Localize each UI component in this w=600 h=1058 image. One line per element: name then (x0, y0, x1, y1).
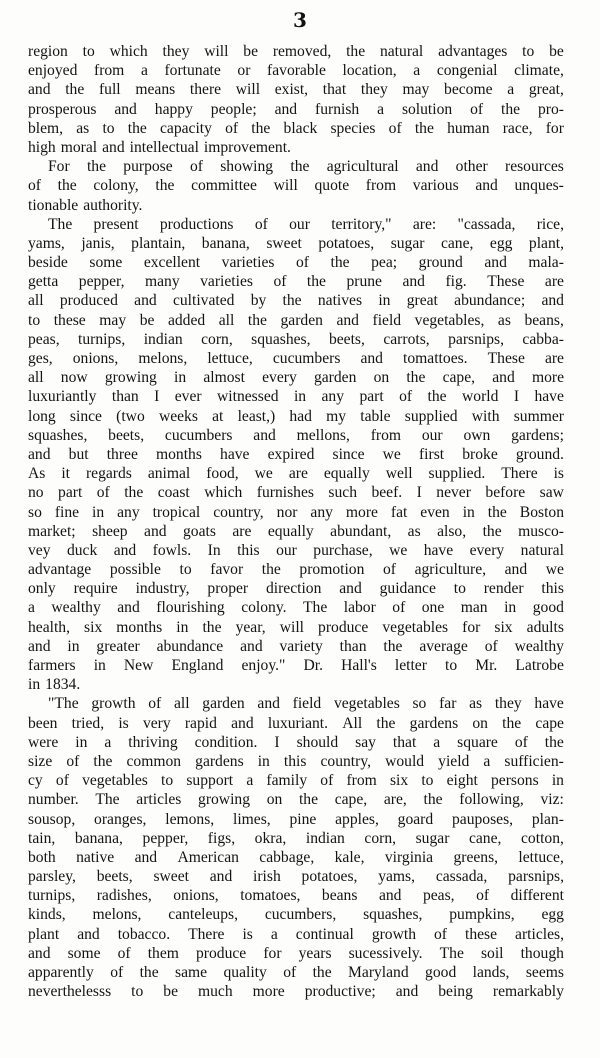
text-line: kinds, melons, canteleups, cucumbers, squashes, pumpkins, egg (28, 906, 564, 924)
text-line: in 1834. (28, 676, 81, 694)
text-line: to these may be added all the garden and field vegetables, as beans, (28, 311, 564, 329)
text-line: long since (two weeks at least,) had my table supplied with summer (28, 407, 564, 425)
text-line: all now growing in almost every garden on the cape, and more (28, 369, 564, 387)
text-line: vey duck and fowls. In this our purchase, we have every natural (28, 541, 564, 559)
page-number: 3 (293, 8, 307, 32)
text-line: "The growth of all garden and field vegetables so far as they have (48, 695, 564, 713)
text-line: prosperous and happy people; and furnish a solution of the pro- (28, 100, 564, 118)
text-line: tain, banana, pepper, figs, okra, indian corn, sugar cane, cotton, (28, 829, 564, 847)
text-line: health, six months in the year, will produce vegetables for six adults (28, 618, 564, 636)
text-line: and some of them produce for years sucessively. The soil though (28, 944, 564, 962)
text-line: both native and American cabbage, kale, virginia greens, lettuce, (28, 848, 564, 866)
text-line: been tried, is very rapid and luxuriant. All the gardens on the cape (28, 714, 564, 732)
text-line: so fine in any tropical country, nor any more fat even in the Boston (28, 503, 564, 521)
text-line: plant and tobacco. There is a continual growth of these articles, (28, 925, 564, 943)
text-line: turnips, radishes, onions, tomatoes, beans and peas, of different (28, 887, 564, 905)
text-line: all produced and cultivated by the natives in great abundance; and (28, 292, 564, 310)
text-line: and but three months have expired since we first broke ground. (28, 445, 564, 463)
text-line: ges, onions, melons, lettuce, cucumbers and tomattoes. These are (28, 350, 564, 367)
text-line: parsley, beets, sweet and irish potatoes, yams, cassada, parsnips, (28, 868, 564, 886)
text-line: apparently of the same quality of the Maryland good lands, seems (28, 964, 564, 981)
text-line: no part of the coast which furnishes such beef. I never before saw (28, 484, 564, 502)
text-line: The present productions of our territory," are: "cassada, rice, (48, 215, 564, 233)
text-line: only require industry, proper direction and guidance to render this (28, 580, 564, 598)
text-line: high moral and intellectual improvement. (28, 138, 291, 156)
text-line: blem, as to the capacity of the black species of the human race, for (28, 119, 564, 137)
text-line: of the colony, the committee will quote from various and unques- (28, 177, 564, 195)
text-line: tionable authority. (28, 196, 143, 214)
text-line: number. The articles growing on the cape, are, the following, viz: (28, 791, 564, 809)
text-line: size of the common gardens in this country, would yield a sufficien- (28, 752, 564, 770)
text-line: peas, turnips, indian corn, squashes, beets, carrots, parsnips, cabba- (28, 330, 564, 348)
text-line: For the purpose of showing the agricultural and other resources (48, 158, 564, 176)
text-line: farmers in New England enjoy." Dr. Hall's letter to Mr. Latrobe (28, 657, 564, 674)
text-line: and the full means there will exist, that they may become a great, (28, 81, 564, 99)
text-line: advantage possible to favor the promotion of agriculture, and we (28, 561, 564, 579)
text-line: enjoyed from a fortunate or favorable location, a congenial climate, (28, 62, 564, 80)
body-text (28, 42, 564, 1001)
text-line: squashes, beets, cucumbers and mellons, from our own gardens; (28, 426, 564, 444)
text-line: neverthelesss to be much more productive; and being remarkably (28, 983, 564, 1001)
text-line: were in a thriving condition. I should say that a square of the (28, 733, 564, 751)
text-line: luxuriantly than I ever witnessed in any part of the world I have (28, 388, 564, 406)
text-line: region to which they will be removed, the natural advantages to be (28, 43, 564, 60)
text-line: beside some excellent varieties of the pea; ground and mala- (28, 254, 564, 272)
text-line: market; sheep and goats are equally abundant, as also, the musco- (28, 522, 564, 540)
text-line: a wealthy and flourishing colony. The labor of one man in good (28, 599, 564, 617)
text-line: yams, janis, plantain, banana, sweet potatoes, sugar cane, egg plant, (28, 234, 564, 252)
text-line: As it regards animal food, we are equally well supplied. There is (28, 465, 564, 483)
text-line: cy of vegetables to support a family of from six to eight persons in (28, 772, 564, 790)
text-line: sousop, oranges, lemons, limes, pine apples, goard pauposes, plan- (28, 810, 564, 828)
text-line: getta pepper, many varieties of the prune and fig. These are (28, 273, 564, 291)
text-line: and in greater abundance and variety than the average of wealthy (28, 637, 564, 655)
